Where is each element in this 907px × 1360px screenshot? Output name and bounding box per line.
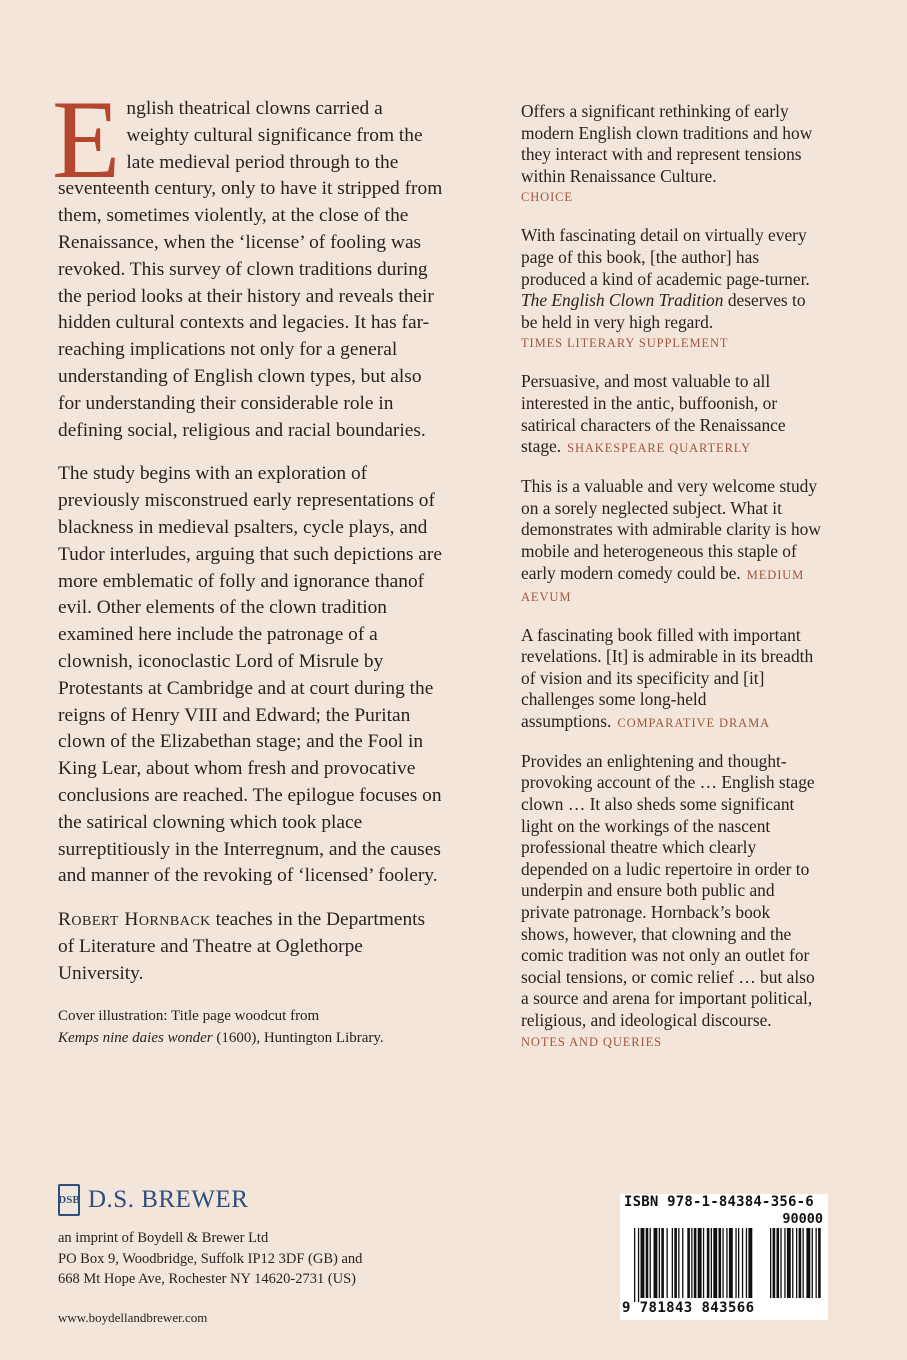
publisher-address-uk: PO Box 9, Woodbridge, Suffolk IP12 3DF (GB) and [58, 1250, 363, 1267]
author-bio-text: teaches in the Departments of Literature and Theatre at Oglethorpe University. [58, 909, 426, 984]
barcode-bar [742, 1228, 743, 1298]
addon-barcode-bar [777, 1228, 780, 1298]
barcode-bar [738, 1228, 739, 1298]
review-text: Offers a significant rethinking of early modern English clown traditions and how they interact with and represent tensions within Renaissance Culture. [521, 101, 813, 186]
barcode-bar [698, 1228, 702, 1298]
blurb-paragraph-1-text: nglish theatrical clowns carried a weighty cultural significance from the late medieval period through to the seventeenth century, only to have it stripped from them, sometimes violently, at the close of the Renaissance, when the ‘license’ of fooling was revoked. This survey of clown traditions during the period looks at their history and reveals their hidden cultural contexts and legacies. It has far-reaching implications not only for a general understanding of English clown types, but also for understanding their considerable role in defining social, religious and racial boundaries. [58, 98, 443, 441]
addon-barcode-bar [792, 1228, 793, 1298]
barcode-bar [726, 1228, 727, 1298]
barcode-bar [641, 1228, 645, 1298]
author-bio [58, 907, 443, 987]
addon-barcode-bar [818, 1228, 821, 1298]
addon-barcode-bar [773, 1228, 776, 1298]
barcode-bar [646, 1228, 649, 1298]
publisher-block [58, 1184, 478, 1328]
barcode-bar [711, 1228, 712, 1298]
reviews-column [521, 101, 821, 1070]
barcode-bar [661, 1228, 664, 1298]
barcode-bar [674, 1228, 677, 1298]
cover-illustration-rest: (1600), Huntington Library. [216, 1029, 384, 1046]
isbn-barcode [620, 1194, 828, 1320]
review-text: With fascinating detail on virtually every page of this book, [the author] has produced a kind of academic page-turner. [521, 225, 810, 289]
review-source: CHOICE [521, 190, 573, 205]
review-text: A fascinating book filled with important revelations. [It] is admirable in its breadth of vision and its specificity and [it] challenges some long-held assumptions. [521, 624, 814, 731]
publisher-imprint: an imprint of Boydell & Brewer Ltd [58, 1230, 269, 1246]
barcode-bars [620, 1228, 828, 1302]
addon-barcode-bar [803, 1228, 804, 1298]
addon-barcode-bar [784, 1228, 785, 1298]
addon-barcode-bar [787, 1228, 791, 1298]
barcode-bar [735, 1228, 736, 1298]
barcode-addon-number: 90000 [782, 1211, 823, 1227]
publisher-name: D.S. BREWER [88, 1186, 249, 1213]
addon-barcode-bar [816, 1228, 817, 1298]
barcode-bar [667, 1228, 668, 1298]
cover-illustration-title: Kemps nine daies wonder [58, 1029, 213, 1046]
review-source: SHAKESPEARE QUARTERLY [567, 441, 752, 456]
review-text: deserves to be held in very high regard. [521, 290, 806, 332]
addon-barcode-bar [812, 1228, 813, 1298]
blurb-paragraph-2: The study begins with an exploration of previously misconstrued early representations of blackness in medieval psalters, cycle plays, and Tudor interludes, arguing that such depictions are more emblematic of folly and ignorance thanof evil. Other elements of the clown tradition examined here include the patronage of a clownish, iconoclastic Lord of Misrule by Protestants at Cambridge and at court during the reigns of Henry VIII and Edward; the Puritan clown of the Elizabethan stage; and the Fool in King Lear, about whom fresh and provocative conclusions are reached. The epilogue focuses on the satirical clowning which took place surreptitiously in the Interregnum, and the causes and manner of the revoking of ‘licensed’ foolery. [58, 463, 442, 887]
review-source: MEDIUM AEVUM [521, 567, 805, 604]
addon-barcode-bar [799, 1228, 802, 1298]
barcode-bar [650, 1228, 651, 1298]
author-name: Robert Hornback [58, 909, 211, 931]
barcode-bar [703, 1228, 704, 1298]
addon-barcode-bar [796, 1228, 797, 1298]
review-source: COMPARATIVE DRAMA [617, 715, 771, 730]
review-source: NOTES AND QUERIES [521, 1034, 662, 1049]
addon-barcode-bar [806, 1228, 810, 1298]
barcode-bar [654, 1228, 658, 1298]
barcode-bar [678, 1228, 679, 1298]
addon-barcode-bar [770, 1228, 771, 1298]
publisher-address-us: 668 Mt Hope Ave, Rochester NY 14620-2731 (US) [58, 1271, 357, 1287]
review-quote [521, 751, 821, 1052]
review-text: Persuasive, and most valuable to all interested in the antic, buffoonish, or satirical characters of the Renaissance stage. [521, 371, 786, 457]
barcode-bar [746, 1228, 747, 1298]
review-text: Provides an enlightening and thought-provoking account of the … English stage clown … It also sheds some significant light on the workings of the nascent professional theatre which clearly depended on a ludic repertoire in order to underpin and ensure both public and private patronage. Hornback’s book shows, however, that clowning and the comic tradition was not only an outlet for social tensions, or comic relief … but also a source and arena for important political, religious, and ideological discourse. [521, 750, 815, 1030]
review-text: This is a valuable and very welcome study on a sorely neglected subject. What it demonstrates with admirable clarity is how mobile and heterogeneous this staple of early modern comedy could be. [521, 476, 821, 583]
blurb-paragraph-1 [52, 78, 443, 444]
publisher-logo-icon: DSB [58, 1184, 80, 1216]
barcode-bar [722, 1228, 723, 1298]
barcode-bar [748, 1228, 752, 1298]
review-quote [521, 625, 821, 733]
barcode-bar [638, 1228, 639, 1302]
barcode-bar [687, 1228, 690, 1298]
publisher-logo [58, 1184, 478, 1216]
barcode-bar [707, 1228, 710, 1298]
barcode-bar [729, 1228, 733, 1298]
ean-number: 9 781843 843566 [622, 1300, 755, 1316]
barcode-bar [682, 1228, 683, 1298]
barcode-bar [634, 1228, 635, 1302]
review-quote [521, 476, 821, 606]
cover-illustration-credit [58, 1005, 443, 1049]
barcode-bar [713, 1228, 717, 1298]
blurb-column [52, 78, 443, 1066]
publisher-url: www.boydellandbrewer.com [58, 1309, 208, 1325]
review-quote [521, 101, 821, 207]
review-book-title: The English Clown Tradition [521, 290, 724, 311]
review-source: TIMES LITERARY SUPPLEMENT [521, 336, 729, 351]
isbn-label: ISBN 978-1-84384-356-6 [624, 1194, 814, 1210]
barcode-bar [659, 1228, 660, 1298]
drop-cap: E [52, 78, 121, 202]
review-quote [521, 225, 821, 353]
addon-barcode-bar [780, 1228, 781, 1298]
barcode-bar [719, 1228, 722, 1298]
cover-illustration-label: Cover illustration: Title page woodcut from [58, 1007, 320, 1024]
barcode-bar [691, 1228, 692, 1298]
review-quote [521, 371, 821, 458]
barcode-bar [694, 1228, 697, 1298]
barcode-bar [672, 1228, 673, 1298]
